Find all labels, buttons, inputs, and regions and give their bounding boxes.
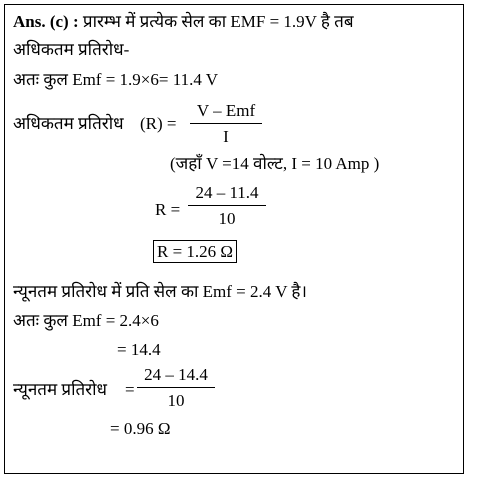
min-total-emf: अतः कुल Emf = 2.4×6 — [13, 311, 159, 330]
min-r-denominator: 10 — [167, 391, 185, 410]
fraction-bar — [137, 387, 215, 388]
fraction-bar — [190, 123, 262, 124]
intro-text-2: अधिकतम प्रतिरोध- — [13, 40, 130, 59]
answer-label: Ans. (c) : — [13, 12, 79, 31]
min-r-fraction — [137, 365, 215, 411]
max-formula-fraction — [190, 101, 262, 147]
solution-box — [4, 4, 464, 474]
min-statement: न्यूनतम प्रतिरोध में प्रति सेल का Emf = 2.4 V है। — [13, 282, 307, 301]
max-total-emf: अतः कुल Emf = 1.9×6= 11.4 V — [13, 70, 219, 89]
intro-text-1: प्रारम्भ में प्रत्येक सेल का EMF = 1.9V है तब — [82, 12, 354, 31]
max-result-line — [153, 243, 237, 260]
max-resistance-label: अधिकतम प्रतिरोध — [13, 114, 124, 133]
min-r-numerator: 24 – 14.4 — [144, 365, 208, 384]
min-resistance-label: न्यूनतम प्रतिरोध — [13, 380, 107, 399]
max-formula-lhs: (R) = — [140, 114, 177, 133]
fraction-bar — [188, 205, 266, 206]
max-r-numerator: 24 – 11.4 — [195, 183, 259, 202]
answer-line-1 — [13, 13, 354, 30]
condition-note: (जहाँ V =14 वोल्ट, I = 10 Amp ) — [170, 154, 380, 173]
min-eq-sign: = — [125, 380, 135, 399]
min-total-emf-value: = 14.4 — [117, 340, 161, 359]
max-formula-numerator: V – Emf — [196, 101, 256, 120]
max-formula-denominator: I — [223, 127, 229, 146]
min-result: = 0.96 Ω — [110, 419, 171, 438]
max-r-fraction — [188, 183, 266, 229]
max-r-denominator: 10 — [218, 209, 236, 228]
max-r-lhs: R = — [155, 200, 181, 219]
max-result-boxed: R = 1.26 Ω — [153, 240, 237, 263]
